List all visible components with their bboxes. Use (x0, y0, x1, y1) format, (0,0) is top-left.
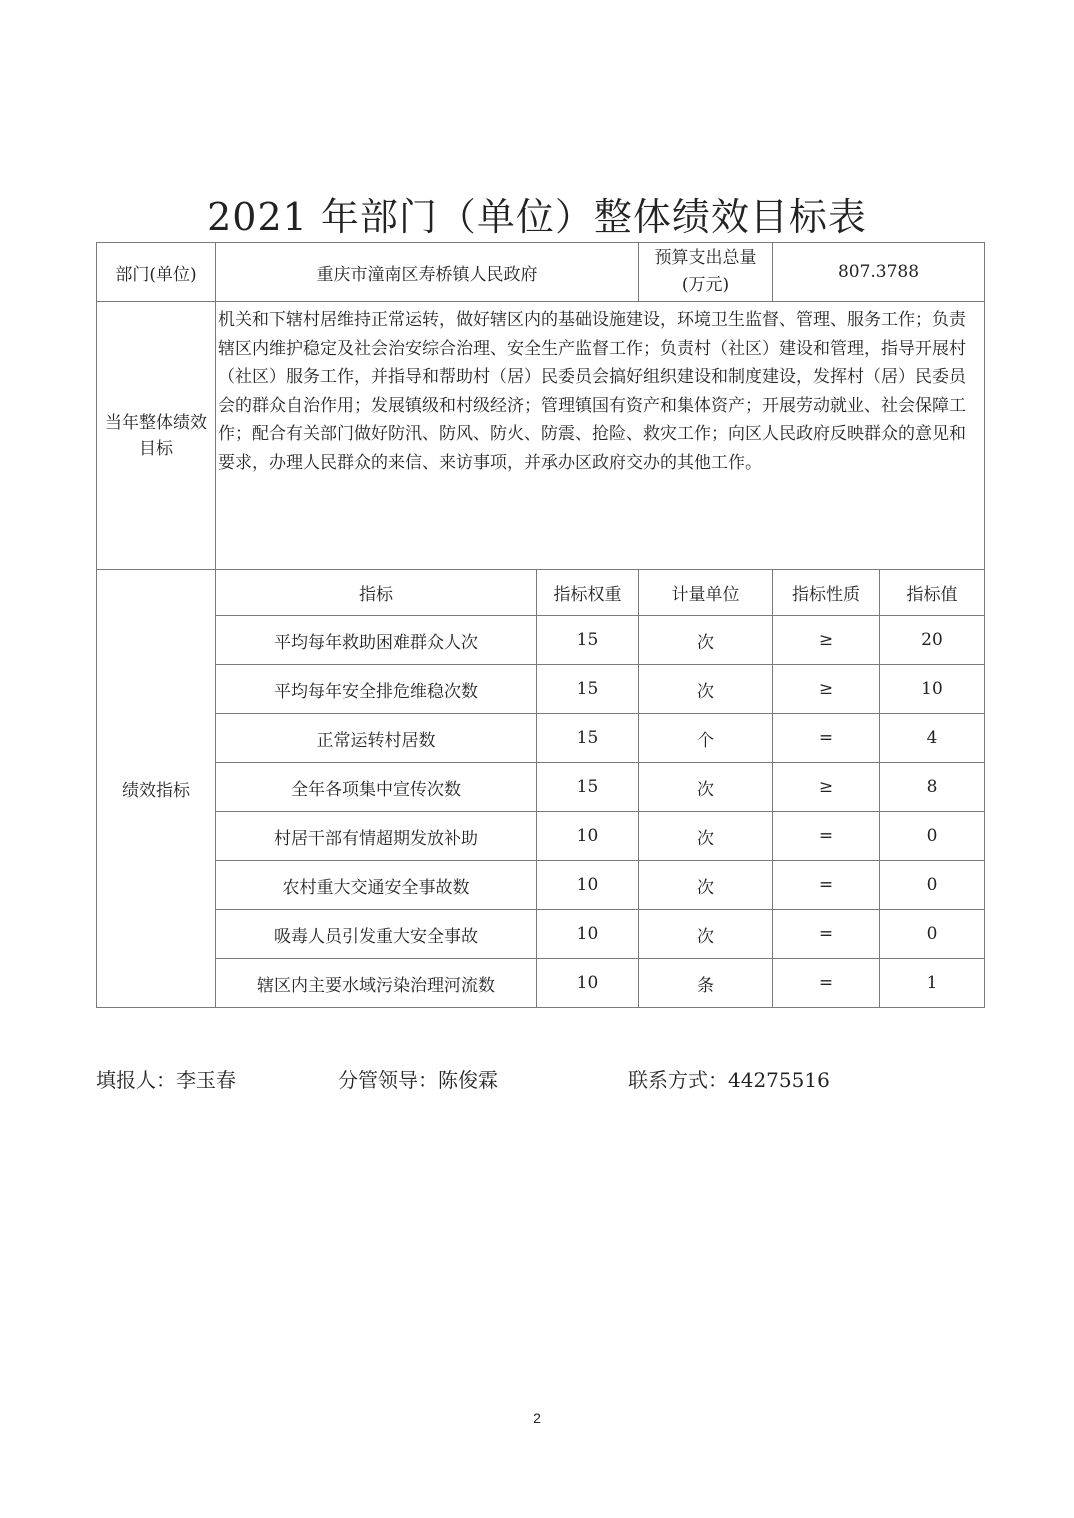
leader-text: 分管领导：陈俊霖 (338, 1068, 498, 1092)
indicator-name: 全年各项集中宣传次数 (216, 763, 537, 812)
indicator-unit: 条 (639, 959, 773, 1008)
indicator-nature: ≥ (773, 665, 880, 714)
indicator-name: 村居干部有情超期发放补助 (216, 812, 537, 861)
indicator-unit: 次 (639, 763, 773, 812)
indicator-weight: 10 (537, 910, 639, 959)
indicator-value: 0 (880, 861, 985, 910)
indicator-unit: 次 (639, 910, 773, 959)
indicators-label: 绩效指标 (97, 570, 216, 1008)
indicator-value: 1 (880, 959, 985, 1008)
indicator-value: 10 (880, 665, 985, 714)
header-row (97, 243, 985, 302)
indicator-name: 平均每年救助困难群众人次 (216, 616, 537, 665)
indicator-nature: = (773, 959, 880, 1008)
indicator-value: 0 (880, 910, 985, 959)
page-title: 2021 年部门（单位）整体绩效目标表 (207, 195, 867, 239)
indicator-nature: = (773, 861, 880, 910)
table-row (97, 714, 985, 763)
indicator-nature: = (773, 812, 880, 861)
indicator-unit: 次 (639, 616, 773, 665)
table-row (97, 812, 985, 861)
table-row (97, 959, 985, 1008)
indicator-value: 4 (880, 714, 985, 763)
page-number: 2 (533, 1410, 541, 1426)
goal-label-line2: 目标 (139, 438, 173, 459)
indicator-weight: 15 (537, 665, 639, 714)
table-row (97, 910, 985, 959)
col-header-nature: 指标性质 (773, 570, 880, 616)
goal-label (97, 302, 216, 570)
table-row (97, 616, 985, 665)
indicator-name: 平均每年安全排危维稳次数 (216, 665, 537, 714)
indicator-name: 吸毒人员引发重大安全事故 (216, 910, 537, 959)
indicator-name: 辖区内主要水域污染治理河流数 (216, 959, 537, 1008)
goal-label-line1: 当年整体绩效 (105, 412, 207, 433)
budget-value: 807.3788 (773, 243, 985, 302)
indicator-header-row (97, 570, 985, 616)
indicator-unit: 次 (639, 665, 773, 714)
table-row (97, 861, 985, 910)
budget-label-line2: (万元) (681, 275, 730, 295)
indicator-weight: 15 (537, 714, 639, 763)
contact-text: 联系方式：44275516 (628, 1068, 830, 1092)
goal-text: 机关和下辖村居维持正常运转，做好辖区内的基础设施建设，环境卫生监督、管理、服务工作；负责辖区内维护稳定及社会治安综合治理、安全生产监督工作；负责村（社区）建设和管理，指导开展村（社区）服务工作，并指导和帮助村（居）民委员会搞好组织建设和制度建设，发挥村（居）民委员会的群众自治作用；发展镇级和村级经济；管理镇国有资产和集体资产；开展劳动就业、社会保障工作；配合有关部门做好防汛、防风、防火、防震、抢险、救灾工作；向区人民政府反映群众的意见和要求，办理人民群众的来信、来访事项，并承办区政府交办的其他工作。 (216, 302, 985, 570)
indicator-value: 0 (880, 812, 985, 861)
dept-label: 部门(单位) (97, 243, 216, 302)
indicator-weight: 10 (537, 861, 639, 910)
indicator-nature: ≥ (773, 616, 880, 665)
indicator-nature: = (773, 714, 880, 763)
indicator-value: 8 (880, 763, 985, 812)
col-header-value: 指标值 (880, 570, 985, 616)
budget-label-line1: 预算支出总量 (654, 248, 757, 268)
dept-value: 重庆市潼南区寿桥镇人民政府 (216, 243, 639, 302)
indicator-name: 正常运转村居数 (216, 714, 537, 763)
goal-row (97, 302, 985, 570)
col-header-indicator: 指标 (216, 570, 537, 616)
indicator-value: 20 (880, 616, 985, 665)
col-header-unit: 计量单位 (639, 570, 773, 616)
indicator-name: 农村重大交通安全事故数 (216, 861, 537, 910)
indicator-nature: ≥ (773, 763, 880, 812)
indicator-unit: 次 (639, 812, 773, 861)
indicator-unit: 次 (639, 861, 773, 910)
table-row (97, 763, 985, 812)
indicator-weight: 10 (537, 959, 639, 1008)
indicator-weight: 10 (537, 812, 639, 861)
indicator-weight: 15 (537, 616, 639, 665)
table-row (97, 665, 985, 714)
indicator-unit: 个 (639, 714, 773, 763)
filler-text: 填报人：李玉春 (96, 1068, 236, 1092)
indicator-weight: 15 (537, 763, 639, 812)
performance-table (96, 242, 985, 1008)
col-header-weight: 指标权重 (537, 570, 639, 616)
indicator-nature: = (773, 910, 880, 959)
budget-label (639, 243, 773, 302)
